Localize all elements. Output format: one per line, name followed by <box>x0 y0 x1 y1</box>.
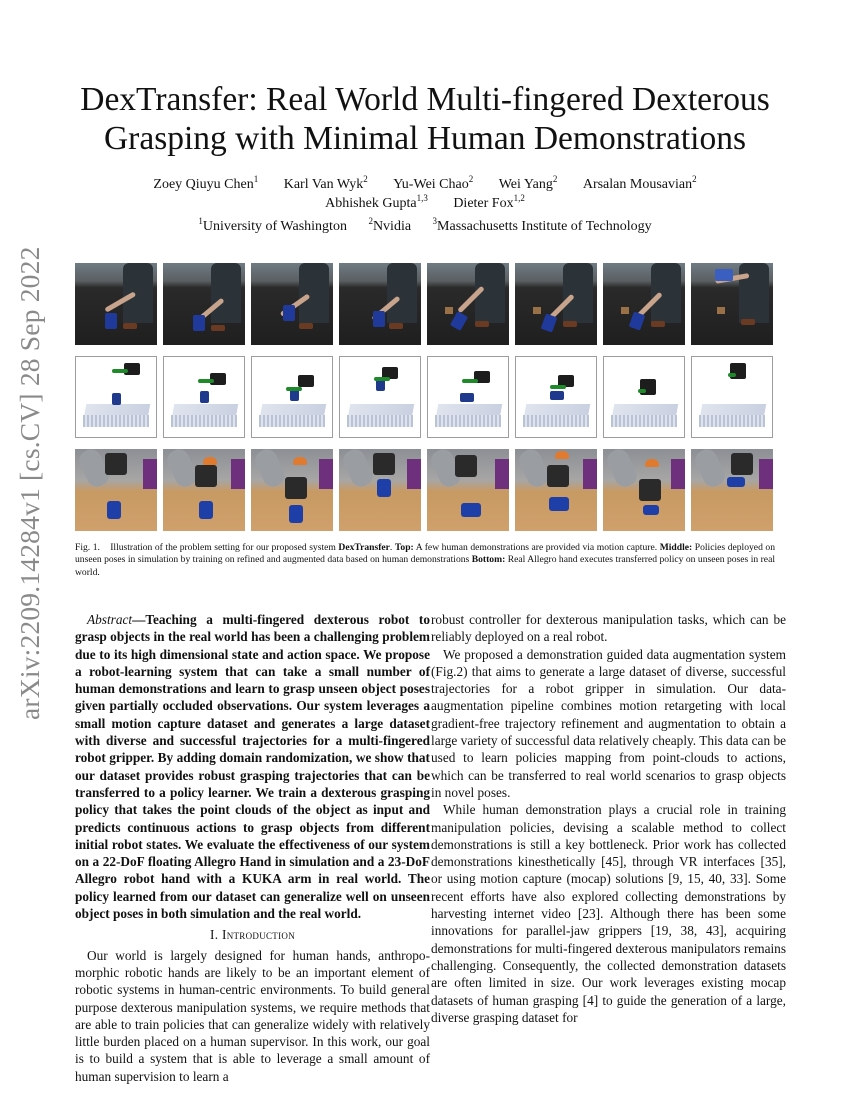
real-robot-image <box>75 449 157 531</box>
paper-title <box>40 80 810 158</box>
author-line-2 <box>60 194 790 213</box>
arxiv-identifier-stamp: arXiv:2209.14284v1 [cs.CV] 28 Sep 2022 <box>14 246 45 720</box>
title-line-1: DexTransfer: Real World Multi-fingered Dexterous <box>80 81 770 118</box>
intro-paragraph-1-part-2: robust controller for dexterous manipulation tasks, which can be reliably deployed on a real robot. <box>431 612 786 645</box>
real-robot-image <box>339 449 421 531</box>
affiliation: $^2$Nvidia <box>368 216 412 234</box>
simulation-image <box>75 356 157 438</box>
intro-paragraph-2: We proposed a demonstration guided data augmentation system (Fig.2) that aims to generate a large dataset of diverse, successful trajectories for a robot gripper in simulation. Our data-augmentation pipeline combines motion retargeting with local gradient-free trajectory refinement and augmentation to obtain a large variety of successful data relatively cheaply. This data can be used to learn policies mapping from point-clouds to actions, which can be transferred to real world scenarios to grasp objects in novel poses. <box>431 646 786 800</box>
affiliation-list <box>60 218 790 236</box>
simulation-image <box>251 356 333 438</box>
real-robot-image <box>427 449 509 531</box>
author: Dieter Fox$^{1,2}$ <box>453 193 525 211</box>
figure-row-human-demonstrations <box>75 263 773 345</box>
real-robot-image <box>163 449 245 531</box>
simulation-image <box>603 356 685 438</box>
figure-1 <box>75 263 773 542</box>
real-robot-image <box>515 449 597 531</box>
author: Wei Yang$^2$ <box>498 174 558 192</box>
human-demo-image <box>251 263 333 345</box>
real-robot-image <box>603 449 685 531</box>
human-demo-image <box>691 263 773 345</box>
author: Arsalan Mousavian$^2$ <box>582 174 697 192</box>
affiliation: $^3$Massachusetts Institute of Technology <box>432 216 652 234</box>
human-demo-image <box>163 263 245 345</box>
simulation-image <box>691 356 773 438</box>
human-demo-image <box>515 263 597 345</box>
human-demo-image <box>75 263 157 345</box>
author: Karl Van Wyk$^2$ <box>283 174 368 192</box>
intro-paragraph-1-part-1: Our world is largely designed for human hands, anthropomorphic robotic hands are likely to be an important element of robotic systems in human-centric environments. To build general purpose dexterous manipulation systems, we require methods that are able to train policies that can generalize widely with relatively little burden placed on a human supervisor. In this work, our goal is to build a system that is able to leverage a small amount of human supervision to learn a <box>75 947 430 1084</box>
human-demo-image <box>603 263 685 345</box>
right-column <box>431 611 786 1026</box>
figure-caption: Fig. 1. Illustration of the problem setting for our proposed system DexTransfer. Top: A few human demonstrations are provided via motion capture. Middle: Policies deployed on unseen poses in simulation by training on refined and augmented data based on human demonstrations Bottom: Real Allegro hand executes transferred policy on unseen poses in real world. <box>75 542 776 578</box>
abstract-text: —Teaching a multi-fingered dexterous robot to grasp objects in the real world has been a challenging problem due to its high dimensional state and action space. We propose a robot-learning system that can take a small number of human demonstrations and learn to grasp unseen object poses given partially occluded observations. Our system leverages a small motion capture dataset and generates a large dataset with diverse and successful trajectories for a multi-fingered robot gripper. By adding domain randomization, we show that our dataset provides robust grasping trajectories that can be transferred to a policy learner. We train a dexterous grasping policy that takes the point clouds of the object as input and predicts continuous actions to grasp objects from different initial robot states. We evaluate the effectiveness of our system on a 22-DoF floating Allegro Hand in simulation and a 23-DoF Allegro robot hand with a KUKA arm in real world. The policy learned from our dataset can generalize well on unseen object poses in both simulation and the real world. <box>75 612 430 922</box>
real-robot-image <box>251 449 333 531</box>
author: Zoey Qiuyu Chen$^1$ <box>153 174 259 192</box>
real-robot-image <box>691 449 773 531</box>
human-demo-image <box>339 263 421 345</box>
author: Abhishek Gupta$^{1,3}$ <box>325 193 428 211</box>
author-list <box>60 175 790 213</box>
human-demo-image <box>427 263 509 345</box>
abstract-label: Abstract <box>87 612 133 627</box>
intro-paragraph-3: While human demonstration plays a crucial role in training manipulation policies, devising a scalable method to collect demonstrations is still a key bottleneck. Prior work has collected demonstrations kinesthetically [45], through VR interfaces [35], or using motion capture (mocap) solutions [9, 15, 40, 33]. Some recent efforts have also explored collecting demonstrations by harvesting internet video [23]. Although there has been some innovations for parallel-jaw grippers [19, 38, 43], acquiring demonstrations for multi-fingered dexterous manipulators remains challenging. Consequently, the collected demonstration datasets are often limited in size. Our work leverages existing mocap datasets of human grasping [4] to guide the generation of a large, diverse grasping dataset for <box>431 802 786 1025</box>
abstract <box>75 611 430 922</box>
simulation-image <box>339 356 421 438</box>
section-heading-introduction: I. Introduction <box>209 927 295 943</box>
simulation-image <box>427 356 509 438</box>
simulation-image <box>515 356 597 438</box>
figure-label: Fig. 1. <box>75 542 100 553</box>
left-column <box>75 611 430 1085</box>
affiliation: $^1$University of Washington <box>198 216 347 234</box>
simulation-image <box>163 356 245 438</box>
author: Yu-Wei Chao$^2$ <box>393 174 474 192</box>
figure-row-real-robot-execution <box>75 449 773 531</box>
author-line-1 <box>60 175 790 194</box>
title-line-2: Grasping with Minimal Human Demonstrations <box>103 120 746 157</box>
figure-row-simulation-policies <box>75 356 773 438</box>
